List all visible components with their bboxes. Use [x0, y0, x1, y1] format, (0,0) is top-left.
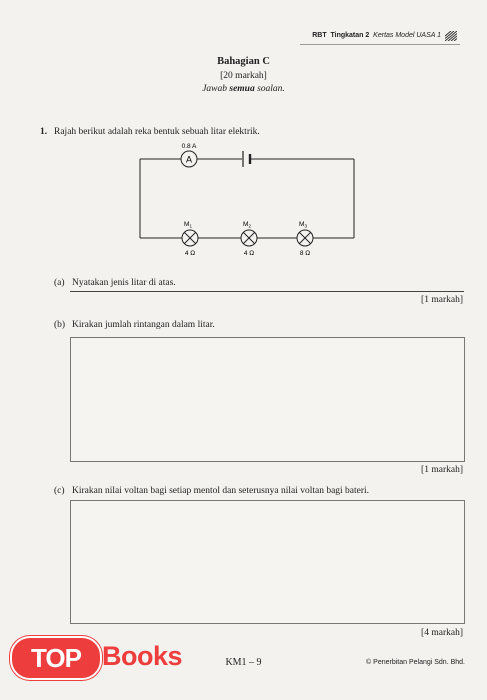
ammeter-reading: 0.8 A: [181, 143, 197, 150]
part-b-marks: [1 markah]: [421, 465, 463, 475]
ammeter-symbol: A: [185, 154, 193, 165]
section-title: Bahagian C: [217, 56, 270, 67]
part-c-label: (c): [54, 486, 65, 496]
section-marks: [20 markah]: [220, 71, 267, 81]
svg-text:M1: [184, 221, 192, 229]
bulb-label: M: [299, 221, 305, 228]
bulb-m3: [297, 221, 313, 257]
instruction-emphasis: semua: [229, 84, 255, 94]
question-number: 1.: [40, 127, 48, 137]
part-a-answer-line[interactable]: [70, 291, 464, 292]
logo-books-text: Books: [102, 641, 183, 671]
part-b-answer-box[interactable]: [70, 337, 465, 462]
bulb-label: M: [243, 221, 249, 228]
circuit-diagram: [130, 142, 362, 260]
part-b-label: (b): [54, 320, 66, 330]
part-a-label: (a): [54, 278, 65, 288]
logo-top-badge: TOP: [10, 636, 102, 680]
topbooks-logo: [10, 636, 192, 680]
svg-text:M3: [299, 221, 307, 229]
part-c-text: Kirakan nilai voltan bagi setiap mentol dan seterusnya nilai voltan bagi bateri.: [72, 486, 370, 496]
bulb-label: M: [184, 221, 190, 228]
bulb-subscript: 1: [189, 223, 192, 229]
svg-text:M2: [243, 221, 251, 229]
bulb-m1: [182, 221, 198, 257]
header-paper: Kertas Model UASA 1: [373, 32, 441, 39]
page-number: KM1 – 9: [225, 657, 262, 668]
header-rule: [300, 44, 460, 45]
part-a-text: Nyatakan jenis litar di atas.: [72, 278, 176, 288]
bulb-subscript: 3: [304, 223, 307, 229]
part-c-answer-box[interactable]: [70, 500, 465, 624]
header-text: [312, 32, 441, 39]
question-text: Rajah berikut adalah reka bentuk sebuah litar elektrik.: [54, 127, 260, 137]
part-a-marks: [1 markah]: [421, 295, 463, 305]
bulb-subscript: 2: [248, 223, 251, 229]
publisher-credit: © Penerbitan Pelangi Sdn. Bhd.: [366, 659, 465, 666]
page-header: [0, 30, 487, 44]
bulb-m2: [241, 221, 257, 257]
bulb-resistance: 4 Ω: [243, 250, 255, 257]
bulb-resistance: 8 Ω: [299, 250, 311, 257]
part-c-marks: [4 markah]: [421, 628, 463, 638]
bulb-resistance: 4 Ω: [184, 250, 196, 257]
stripes-icon: [445, 31, 457, 41]
part-b-text: Kirakan jumlah rintangan dalam litar.: [72, 320, 215, 330]
header-series: RBT: [312, 32, 327, 39]
section-instruction: Jawab semua soalan.: [202, 84, 285, 94]
battery-cell: [243, 151, 250, 167]
header-form: Tingkatan 2: [330, 32, 370, 39]
ammeter: [181, 143, 197, 167]
